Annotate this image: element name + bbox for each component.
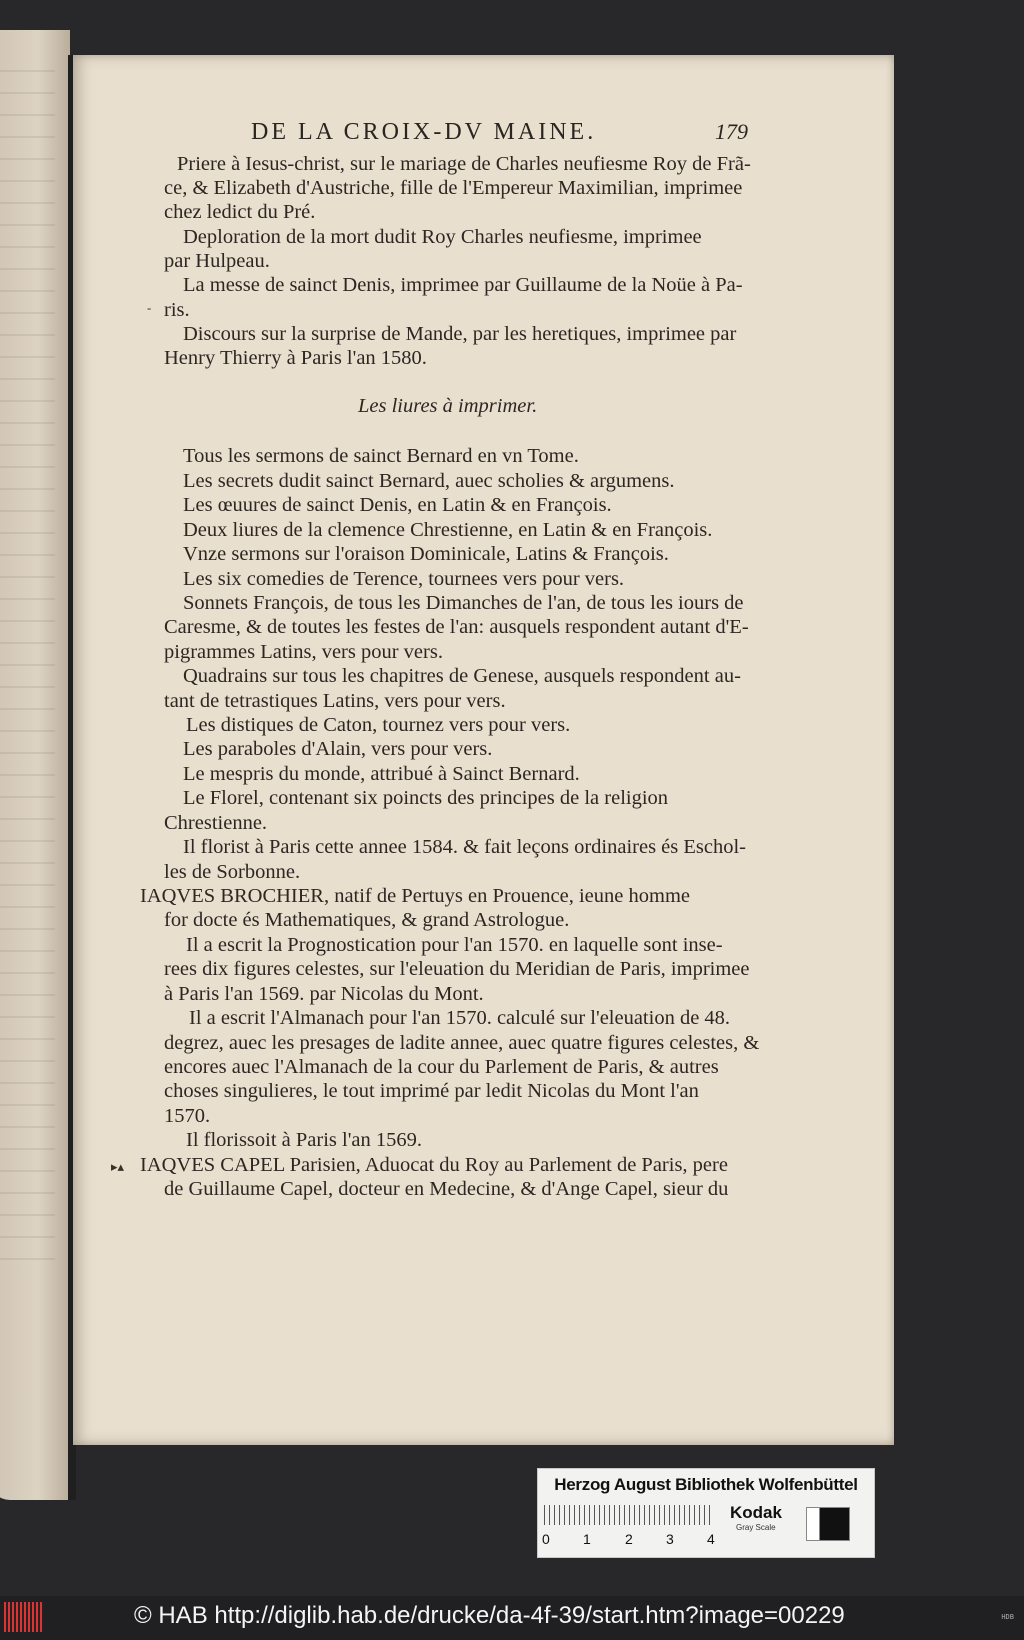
scale-tick-label: 2: [625, 1531, 633, 1547]
text-line: Les six comedies de Terence, tournees vers pour vers.: [183, 568, 625, 590]
running-title: DE LA CROIX-DV MAINE.: [251, 119, 597, 145]
marginal-mark: ▸▴: [111, 1159, 125, 1174]
text-line: Le mespris du monde, attribué à Sainct Bernard.: [183, 763, 580, 785]
color-target-card: [537, 1468, 875, 1558]
text-line: Les paraboles d'Alain, vers pour vers.: [183, 738, 493, 760]
barcode-icon: [4, 1602, 44, 1632]
text-line: par Hulpeau.: [164, 250, 270, 272]
text-line: les de Sorbonne.: [164, 861, 301, 883]
text-line: Les œuures de sainct Denis, en Latin & en François.: [183, 494, 612, 516]
footer-bar: [0, 1596, 1024, 1640]
running-head: [73, 119, 894, 149]
scale-tick-label: 1: [583, 1531, 591, 1547]
scale-ruler: [544, 1505, 714, 1525]
text-line: encores auec l'Almanach de la cour du Parlement de Paris, & autres: [164, 1056, 719, 1078]
text-line: for docte és Mathematiques, & grand Astrologue.: [164, 909, 570, 931]
entry-heading-line: IAQVES BROCHIER, natif de Pertuys en Prouence, ieune homme: [140, 885, 690, 907]
text-line: Les secrets dudit sainct Bernard, auec scholies & argumens.: [183, 470, 675, 492]
kodak-logo: Kodak: [730, 1503, 782, 1522]
text-line: rees dix figures celestes, sur l'eleuation du Meridian de Paris, imprimee: [164, 958, 750, 980]
text-line: Discours sur la surprise de Mande, par les heretiques, imprimee par: [183, 323, 737, 345]
entry-heading-line: IAQVES CAPEL Parisien, Aduocat du Roy au Parlement de Paris, pere: [140, 1154, 728, 1176]
footer-mini-label: HDB: [1001, 1613, 1014, 1621]
book-page: [73, 55, 894, 1445]
text-line: Henry Thierry à Paris l'an 1580.: [164, 347, 427, 369]
gray-swatch: [806, 1507, 850, 1541]
text-line: Le Florel, contenant six poincts des principes de la religion: [183, 787, 669, 809]
text-line: choses singulieres, le tout imprimé par ledit Nicolas du Mont l'an: [164, 1080, 699, 1102]
text-line: Priere à Iesus-christ, sur le mariage de Charles neufiesme Roy de Frã-: [177, 153, 751, 175]
page-number: 179: [715, 119, 748, 144]
text-line: Quadrains sur tous les chapitres de Genese, ausquels respondent au-: [183, 665, 741, 687]
text-line: La messe de sainct Denis, imprimee par Guillaume de la Noüe à Pa-: [183, 274, 743, 296]
text-line: ris.: [164, 299, 190, 321]
text-line: Deploration de la mort dudit Roy Charles neufiesme, imprimee: [183, 226, 702, 248]
text-line: ce, & Elizabeth d'Austriche, fille de l'Empereur Maximilian, imprimee: [164, 177, 743, 199]
color-target-title: Herzog August Bibliothek Wolfenbüttel: [554, 1475, 858, 1494]
copyright-url[interactable]: © HAB http://diglib.hab.de/drucke/da-4f-39/start.htm?image=00229: [134, 1602, 845, 1629]
text-line: Il florissoit à Paris l'an 1569.: [186, 1129, 423, 1151]
text-line: Il a escrit l'Almanach pour l'an 1570. calculé sur l'eleuation de 48.: [189, 1007, 731, 1029]
text-line: degrez, auec les presages de ladite annee, auec quatre figures celestes, &: [164, 1032, 760, 1054]
scale-tick-label: 0: [542, 1531, 550, 1547]
scale-tick-label: 3: [666, 1531, 674, 1547]
text-line: Chrestienne.: [164, 812, 268, 834]
text-line: de Guillaume Capel, docteur en Medecine, & d'Ange Capel, sieur du: [164, 1178, 729, 1200]
gray-scale-label: Gray Scale: [736, 1523, 776, 1532]
text-line: Sonnets François, de tous les Dimanches de l'an, de tous les iours de: [183, 592, 744, 614]
text-line: 1570.: [164, 1105, 211, 1127]
text-line: Il a escrit la Prognostication pour l'an 1570. en laquelle sont inse-: [186, 934, 723, 956]
text-line: Vnze sermons sur l'oraison Dominicale, Latins & François.: [183, 543, 669, 565]
section-heading: Les liures à imprimer.: [358, 395, 538, 417]
marginal-mark: -: [147, 300, 152, 315]
text-line: chez ledict du Pré.: [164, 201, 316, 223]
text-line: à Paris l'an 1569. par Nicolas du Mont.: [164, 983, 484, 1005]
facing-page-edge: [0, 30, 70, 1500]
text-line: Il florist à Paris cette annee 1584. & fait leçons ordinaires és Eschol-: [183, 836, 746, 858]
text-line: Les distiques de Caton, tournez vers pour vers.: [186, 714, 571, 736]
text-line: pigrammes Latins, vers pour vers.: [164, 641, 443, 663]
text-line: Tous les sermons de sainct Bernard en vn Tome.: [183, 445, 579, 467]
text-line: tant de tetrastiques Latins, vers pour vers.: [164, 690, 506, 712]
text-line: Deux liures de la clemence Chrestienne, en Latin & en François.: [183, 519, 713, 541]
scale-tick-label: 4: [707, 1531, 715, 1547]
text-line: Caresme, & de toutes les festes de l'an: ausquels respondent autant d'E-: [164, 616, 749, 638]
